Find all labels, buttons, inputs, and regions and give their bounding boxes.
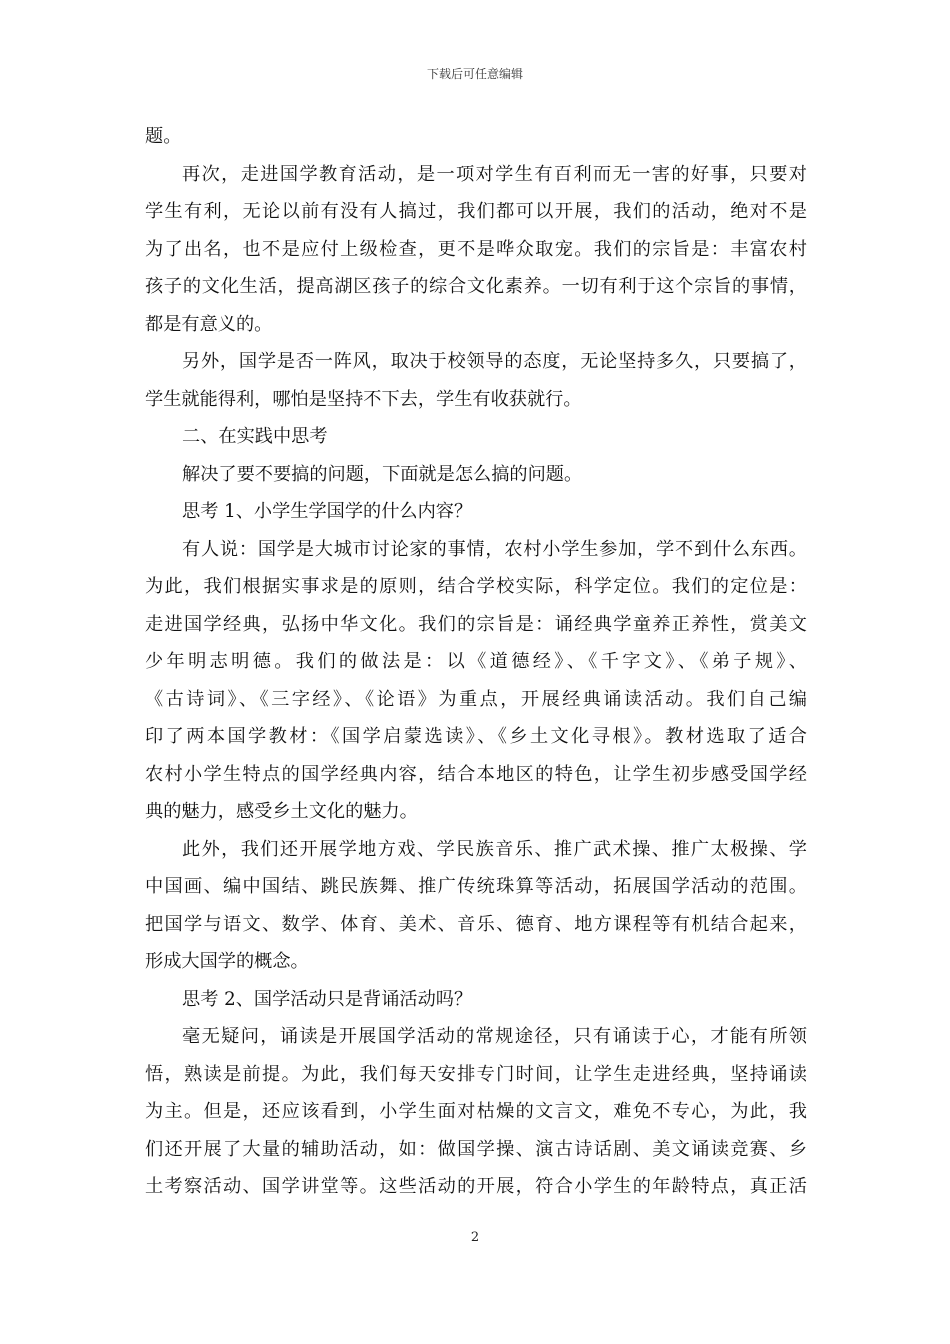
text-line: 另外，国学是否一阵风，取决于校领导的态度，无论坚持多久，只要搞了，: [182, 351, 807, 372]
text-line: 把国学与语文、数学、体育、美术、音乐、德育、地方课程等有机结合起来，: [145, 913, 807, 935]
text-line: 思考 2、国学活动只是背诵活动吗？: [182, 988, 473, 1010]
text-line: 都是有意义的。: [145, 313, 273, 335]
text-line: 土考察活动、国学讲堂等。这些活动的开展，符合小学生的年龄特点，真正活: [145, 1176, 807, 1197]
text-line: 印了两本国学教材：《国学启蒙选读》、《乡土文化寻根》。教材选取了适合: [145, 726, 807, 747]
text-line: 《古诗词》、《三字经》、《论语》为重点，开展经典诵读活动。我们自己编: [145, 688, 807, 710]
text-line: 为主。但是，还应该看到，小学生面对枯燥的文言文，难免不专心，为此，我: [145, 1101, 807, 1122]
text-line: 少年明志明德。我们的做法是：以《道德经》、《千字文》、《弟子规》、: [145, 651, 807, 672]
text-line: 走进国学经典，弘扬中华文化。我们的宗旨是：诵经典学童养正养性，赏美文: [145, 613, 807, 635]
text-line: 为此，我们根据实事求是的原则，结合学校实际，科学定位。我们的定位是：: [145, 576, 807, 597]
text-line: 此外，我们还开展学地方戏、学民族音乐、推广武术操、推广太极操、学: [182, 838, 807, 860]
text-line: 毫无疑问，诵读是开展国学活动的常规途径，只有诵读于心，才能有所领: [182, 1026, 807, 1047]
text-line: 中国画、编中国结、跳民族舞、推广传统珠算等活动，拓展国学活动的范围。: [145, 876, 807, 897]
text-line: 农村小学生特点的国学经典内容，结合本地区的特色，让学生初步感受国学经: [145, 763, 807, 785]
text-line: 典的魅力，感受乡土文化的魅力。: [145, 801, 418, 822]
text-line: 解决了要不要搞的问题，下面就是怎么搞的问题。: [182, 463, 583, 485]
text-line: 形成大国学的概念。: [145, 951, 309, 972]
text-line: 题。: [145, 126, 182, 147]
text-line: 为了出名，也不是应付上级检查，更不是哗众取宠。我们的宗旨是：丰富农村: [145, 238, 807, 260]
text-line: 学生有利，无论以前有没有人搞过，我们都可以开展，我们的活动，绝对不是: [145, 201, 807, 222]
text-line: 再次，走进国学教育活动，是一项对学生有百利而无一害的好事，只要对: [182, 163, 807, 185]
text-line: 孩子的文化生活，提高湖区孩子的综合文化素养。一切有利于这个宗旨的事情，: [145, 276, 807, 297]
text-line: 们还开展了大量的辅助活动，如：做国学操、演古诗话剧、美文诵读竞赛、乡: [145, 1138, 807, 1160]
document-body: [145, 118, 807, 1206]
text-line: 悟，熟读是前提。为此，我们每天安排专门时间，让学生走进经典，坚持诵读: [145, 1063, 807, 1085]
text-line: 有人说：国学是大城市讨论家的事情，农村小学生参加，学不到什么东西。: [182, 538, 807, 560]
page-number: 2: [470, 1230, 480, 1245]
text-line: 二、在实践中思考: [182, 426, 328, 447]
text-line: 思考 1、小学生学国学的什么内容？: [182, 501, 473, 522]
text-line: 学生就能得利，哪怕是坚持不下去，学生有收获就行。: [145, 388, 582, 410]
page-header: 下载后可任意编辑: [426, 67, 523, 81]
